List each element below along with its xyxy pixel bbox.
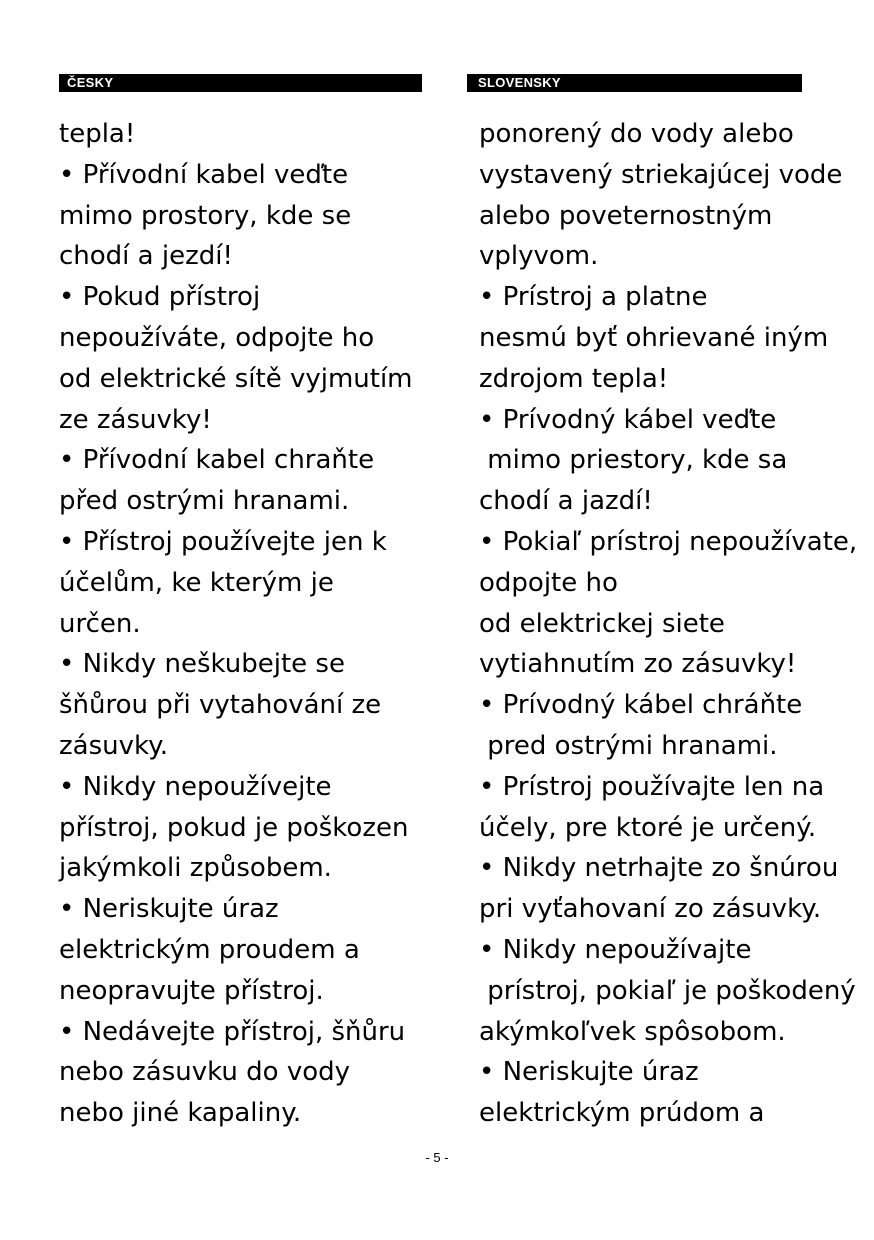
slovak-text-line: vplyvom.: [479, 241, 599, 272]
czech-text-line: před ostrými hranami.: [59, 486, 350, 517]
slovak-text-line: pred ostrými hranami.: [479, 730, 778, 761]
slovak-text-line: • Prívodný kábel veďte: [479, 404, 777, 435]
slovak-text-line: ponorený do vody alebo: [479, 119, 794, 149]
czech-text-line: tepla!: [59, 119, 136, 149]
slovak-text-line: akýmkoľvek spôsobom.: [479, 1016, 786, 1047]
slovak-text-line: • Pokiaľ prístroj nepoužívate,: [479, 526, 858, 557]
slovak-header-label: SLOVENSKY: [478, 75, 561, 90]
czech-text-line: • Nedávejte přístroj, šňůru: [59, 1016, 406, 1047]
slovak-text-line: chodí a jazdí!: [479, 486, 653, 517]
czech-text-line: určen.: [59, 608, 141, 639]
slovak-text-line: • Nikdy netrhajte zo šnúrou: [479, 853, 839, 884]
slovak-text-line: alebo poveternostným: [479, 200, 773, 231]
page-number: - 5 -: [425, 1150, 449, 1165]
slovak-text-line: • Nikdy nepoužívajte: [479, 934, 752, 965]
slovak-text-line: pri vyťahovaní zo zásuvky.: [479, 894, 822, 925]
czech-text-line: přístroj, pokud je poškozen: [59, 812, 409, 843]
slovak-text-line: • Neriskujte úraz: [479, 1057, 699, 1088]
slovak-text-line: vytiahnutím zo zásuvky!: [479, 649, 797, 680]
czech-text-line: • Nikdy nepoužívejte: [59, 771, 332, 802]
slovak-text-line: odpojte ho: [479, 567, 618, 598]
slovak-text-line: prístroj, pokiaľ je poškodený: [479, 975, 856, 1006]
czech-text-line: • Přístroj používejte jen k: [59, 526, 387, 557]
slovak-text-column: [479, 114, 871, 1134]
czech-text-line: jakýmkoli způsobem.: [59, 853, 332, 884]
slovak-text-line: zdrojom tepla!: [479, 363, 669, 394]
czech-text-line: ze zásuvky!: [59, 404, 212, 435]
czech-text-line: nebo zásuvku do vody: [59, 1057, 351, 1088]
czech-text-line: nebo jiné kapaliny.: [59, 1098, 302, 1129]
czech-section-header: [59, 74, 422, 92]
slovak-text-line: • Prívodný kábel chráňte: [479, 690, 803, 721]
czech-text-line: účelům, ke kterým je: [59, 567, 334, 598]
slovak-section-header: [467, 74, 802, 92]
slovak-text-line: elektrickým prúdom a: [479, 1098, 765, 1129]
czech-text-line: chodí a jezdí!: [59, 241, 233, 272]
slovak-text-line: účely, pre ktoré je určený.: [479, 812, 817, 843]
czech-text-line: elektrickým proudem a: [59, 934, 360, 965]
slovak-text-line: mimo priestory, kde sa: [479, 445, 788, 476]
czech-text-line: • Přívodní kabel chraňte: [59, 445, 375, 476]
czech-text-line: šňůrou při vytahování ze: [59, 690, 382, 721]
czech-text-line: • Nikdy neškubejte se: [59, 649, 345, 680]
czech-text-line: nepoužíváte, odpojte ho: [59, 322, 375, 353]
czech-text-line: • Pokud přístroj: [59, 282, 261, 313]
czech-text-line: • Neriskujte úraz: [59, 894, 279, 925]
czech-text-line: • Přívodní kabel veďte: [59, 159, 349, 190]
slovak-text-line: • Prístroj používajte len na: [479, 771, 825, 802]
czech-text-column: [59, 114, 439, 1134]
slovak-text-line: • Prístroj a platne: [479, 282, 708, 313]
czech-header-label: ČESKY: [67, 75, 114, 90]
czech-text-line: zásuvky.: [59, 730, 169, 761]
slovak-text-line: vystavený striekajúcej vode: [479, 159, 843, 190]
czech-text-line: neopravujte přístroj.: [59, 975, 324, 1006]
slovak-text-line: nesmú byť ohrievané iným: [479, 322, 829, 353]
czech-text-line: mimo prostory, kde se: [59, 200, 352, 231]
slovak-text-line: od elektrickej siete: [479, 608, 725, 639]
czech-text-line: od elektrické sítě vyjmutím: [59, 363, 413, 394]
